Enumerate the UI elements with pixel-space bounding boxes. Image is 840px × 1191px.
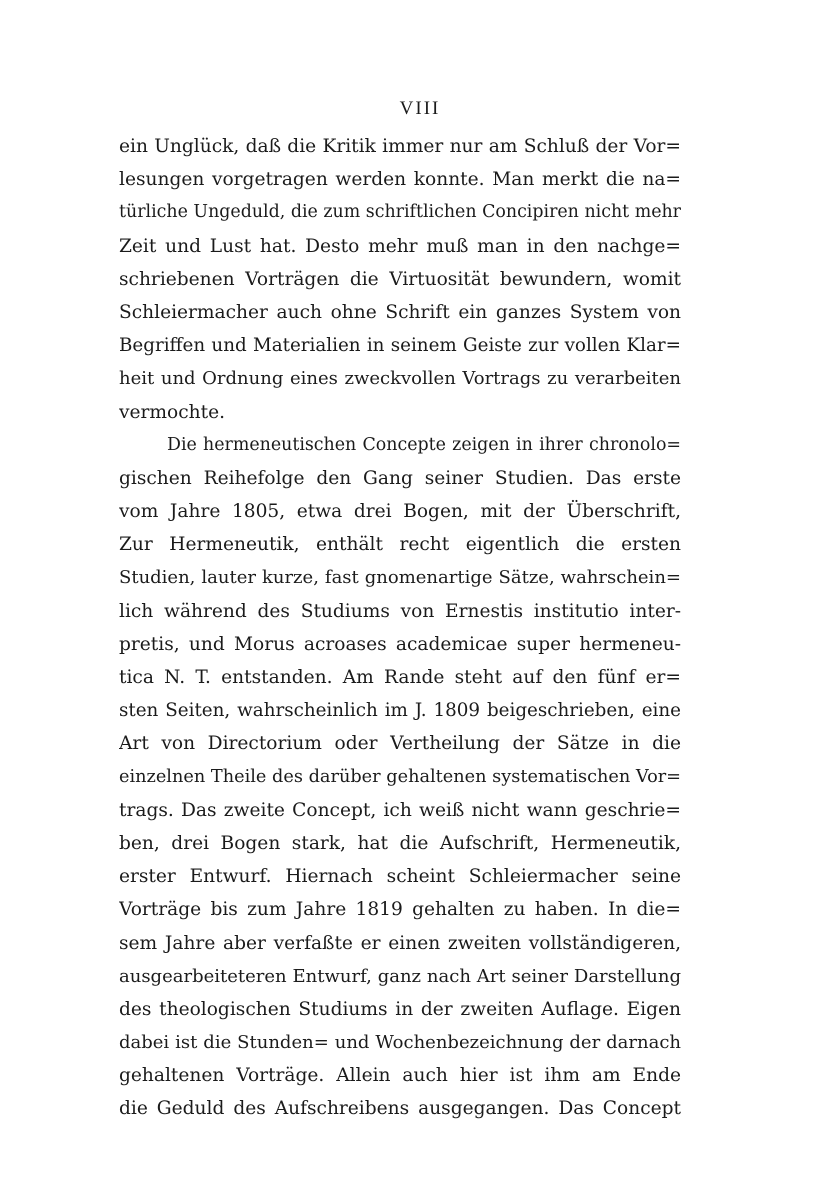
text-line: Begriffen und Materialien in seinem Geiste zur vollen Klar= — [119, 335, 681, 357]
text-line: Vorträge bis zum Jahre 1819 gehalten zu haben. In die= — [119, 899, 681, 921]
text-line: Die hermeneutischen Concepte zeigen in ihrer chronolo= — [167, 434, 681, 455]
text-line: tica N. T. entstanden. Am Rande steht auf den fünf er= — [119, 667, 681, 688]
text-line: sten Seiten, wahrscheinlich im J. 1809 beigeschrieben, eine — [119, 700, 681, 722]
text-line: ein Unglück, daß die Kritik immer nur am Schluß der Vor= — [119, 136, 681, 157]
text-line: Art von Directorium oder Vertheilung der Sätze in die — [119, 733, 681, 755]
body-text — [119, 130, 681, 1126]
text-line: einzelnen Theile des darüber gehaltenen systematischen Vor= — [119, 766, 681, 787]
text-line: ausgearbeiteteren Entwurf, ganz nach Art seiner Darstellung — [119, 965, 681, 987]
text-line: Studien, lauter kurze, fast gnomenartige Sätze, wahrschein= — [119, 567, 681, 589]
text-line: Zur Hermeneutik, enthält recht eigentlich die ersten — [119, 534, 681, 556]
text-line: sem Jahre aber verfaßte er einen zweiten vollständigeren, — [119, 932, 681, 954]
page-number: VIII — [399, 98, 441, 119]
text-line: heit und Ordnung eines zweckvollen Vortrags zu verarbeiten — [119, 368, 681, 390]
text-line: vermochte. — [119, 401, 225, 423]
text-line: lich während des Studiums von Ernestis institutio inter- — [119, 600, 681, 622]
text-line: lesungen vorgetragen werden konnte. Man merkt die na= — [119, 169, 681, 191]
text-line: des theologischen Studiums in der zweiten Auflage. Eigen — [119, 998, 681, 1020]
text-line: gehaltenen Vorträge. Allein auch hier ist ihm am Ende — [119, 1065, 681, 1087]
text-line: die Geduld des Aufschreibens ausgegangen. Das Concept — [119, 1098, 681, 1120]
text-line: pretis, und Morus acroases academicae super hermeneu- — [119, 633, 681, 655]
text-line: Zeit und Lust hat. Desto mehr muß man in den nachge= — [119, 235, 681, 257]
text-line: Schleiermacher auch ohne Schrift ein ganzes System von — [119, 301, 681, 323]
text-line: türliche Ungeduld, die zum schriftlichen Concipiren nicht mehr — [119, 202, 681, 223]
text-line: schriebenen Vorträgen die Virtuosität bewundern, womit — [119, 268, 681, 290]
text-line: dabei ist die Stunden= und Wochenbezeichnung der darnach — [119, 1032, 681, 1054]
text-line: trags. Das zweite Concept, ich weiß nicht wann geschrie= — [119, 799, 681, 821]
text-line: gischen Reihefolge den Gang seiner Studien. Das erste — [119, 467, 681, 489]
text-line: erster Entwurf. Hiernach scheint Schleiermacher seine — [119, 866, 681, 888]
text-line: ben, drei Bogen stark, hat die Aufschrift, Hermeneutik, — [119, 832, 681, 854]
text-line: vom Jahre 1805, etwa drei Bogen, mit der Überschrift, — [119, 501, 681, 523]
